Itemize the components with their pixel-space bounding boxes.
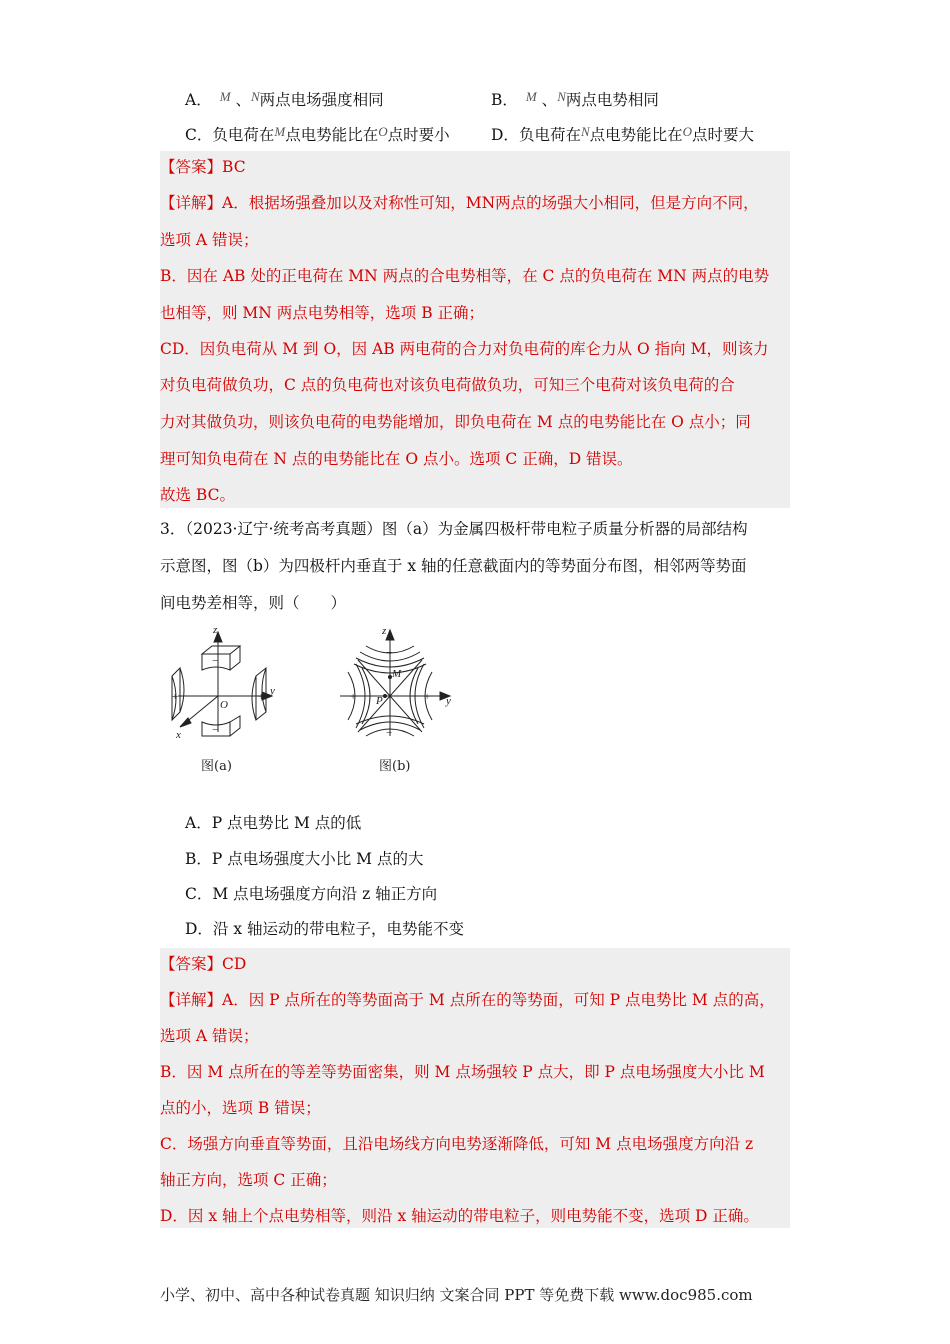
q2-option-d: D．负电荷在$^N$点电势能比在$^O$点时要大: [491, 124, 755, 144]
q3-detail-line: D．因 x 轴上个点电势相等，则沿 x 轴运动的带电粒子，则电势能不变，选项 D 正确。: [160, 1207, 759, 1225]
figure-b-plus-left: +: [350, 691, 357, 703]
q3-detail-line: 轴正方向，选项 C 正确；: [160, 1171, 337, 1189]
figure-a-quadrupole-rods: [158, 624, 288, 744]
q3-stem-line: 示意图，图（b）为四极杆内垂直于 x 轴的任意截面内的等势面分布图，相邻两等势面: [160, 557, 747, 575]
q2-option-b: B． $^M$ 、$^N$两点电势相同: [491, 89, 659, 109]
q2-detail-line: 对负电荷做负功，C 点的负电荷也对该负电荷做负功，可知三个电荷对该负电荷的合: [160, 376, 735, 394]
q2-detail-line: 【详解】A．根据场强叠加以及对称性可知，MN两点的场强大小相同，但是方向不同，: [160, 194, 759, 212]
q2-option-c: C．负电荷在$^M$点电势能比在$^O$点时要小: [185, 124, 450, 144]
q3-detail-line: B．因 M 点所在的等差等势面密集，则 M 点场强较 P 点大，即 P 点电场强度大小比 M: [160, 1063, 765, 1081]
figure-a-plus-left: +: [172, 691, 179, 703]
q3-detail-line: 选项 A 错误；: [160, 1027, 259, 1045]
figure-b-plus-right: +: [424, 691, 431, 703]
q3-detail-line: 点的小，选项 B 错误；: [160, 1099, 321, 1117]
q2-detail-line: B．因在 AB 处的正电荷在 MN 两点的合电势相等，在 C 点的负电荷在 MN 两点的电势: [160, 267, 770, 285]
figure-a-plus-right: +: [258, 691, 265, 703]
footer-banner: 小学、初中、高中各种试卷真题 知识归纳 文案合同 PPT 等免费下载 www.doc985.com: [160, 1286, 753, 1304]
figure-a-y-label: y: [270, 685, 275, 697]
q2-detail-line: CD．因负电荷从 M 到 O，因 AB 两电荷的合力对负电荷的库仑力从 O 指向 M，则该力: [160, 340, 769, 358]
figure-a-minus-bottom: −: [212, 724, 219, 736]
q3-stem-line: 间电势差相等，则（ ）: [160, 594, 347, 612]
q3-detail-line: C．场强方向垂直等势面，且沿电场线方向电势逐渐降低，可知 M 点电场强度方向沿 z: [160, 1135, 754, 1153]
q3-stem-line: 3．（2023·辽宁·统考高考真题）图（a）为金属四极杆带电粒子质量分析器的局部结构: [160, 520, 748, 538]
q3-option-c: C．M 点电场强度方向沿 z 轴正方向: [185, 885, 438, 903]
figure-b-m-label: M: [392, 668, 402, 680]
figure-a-z-label: z: [213, 624, 218, 636]
figure-a-o-label: O: [220, 699, 228, 711]
q2-detail-line: 力对其做负功，则该负电荷的电势能增加，即负电荷在 M 点的电势能比在 O 点小；同: [160, 413, 751, 431]
figure-b-caption: 图(b): [379, 759, 411, 774]
q3-answer: 【答案】CD: [160, 955, 247, 973]
figure-b-minus-bottom: −: [386, 727, 393, 739]
figure-b-p-label: P: [376, 695, 383, 707]
q3-option-b: B．P 点电场强度大小比 M 点的大: [185, 850, 424, 868]
q2-detail-line: 理可知负电荷在 N 点的电势能比在 O 点小。选项 C 正确，D 错误。: [160, 450, 633, 468]
figure-b-y-label: y: [446, 695, 451, 707]
figure-b-z-label: z: [382, 625, 387, 637]
q2-answer: 【答案】BC: [160, 158, 246, 176]
q3-detail-line: 【详解】A．因 P 点所在的等势面高于 M 点所在的等势面，可知 P 点电势比 M 点的高，: [160, 991, 775, 1009]
figure-b-equipotential-map: [330, 624, 460, 744]
figure-a-x-label: x: [176, 729, 181, 741]
q2-detail-line: 也相等，则 MN 两点电势相等，选项 B 正确；: [160, 304, 485, 322]
figure-a-caption: 图(a): [201, 759, 232, 774]
q3-option-a: A．P 点电势比 M 点的低: [185, 814, 362, 832]
q2-detail-line: 故选 BC。: [160, 486, 235, 504]
figure-a-minus-top: −: [212, 655, 219, 667]
q2-option-a: A． $^M$ 、$^N$两点电场强度相同: [185, 89, 384, 109]
q2-detail-line: 选项 A 错误；: [160, 231, 259, 249]
figure-b-minus-top: −: [386, 647, 393, 659]
q3-option-d: D．沿 x 轴运动的带电粒子，电势能不变: [185, 920, 465, 938]
